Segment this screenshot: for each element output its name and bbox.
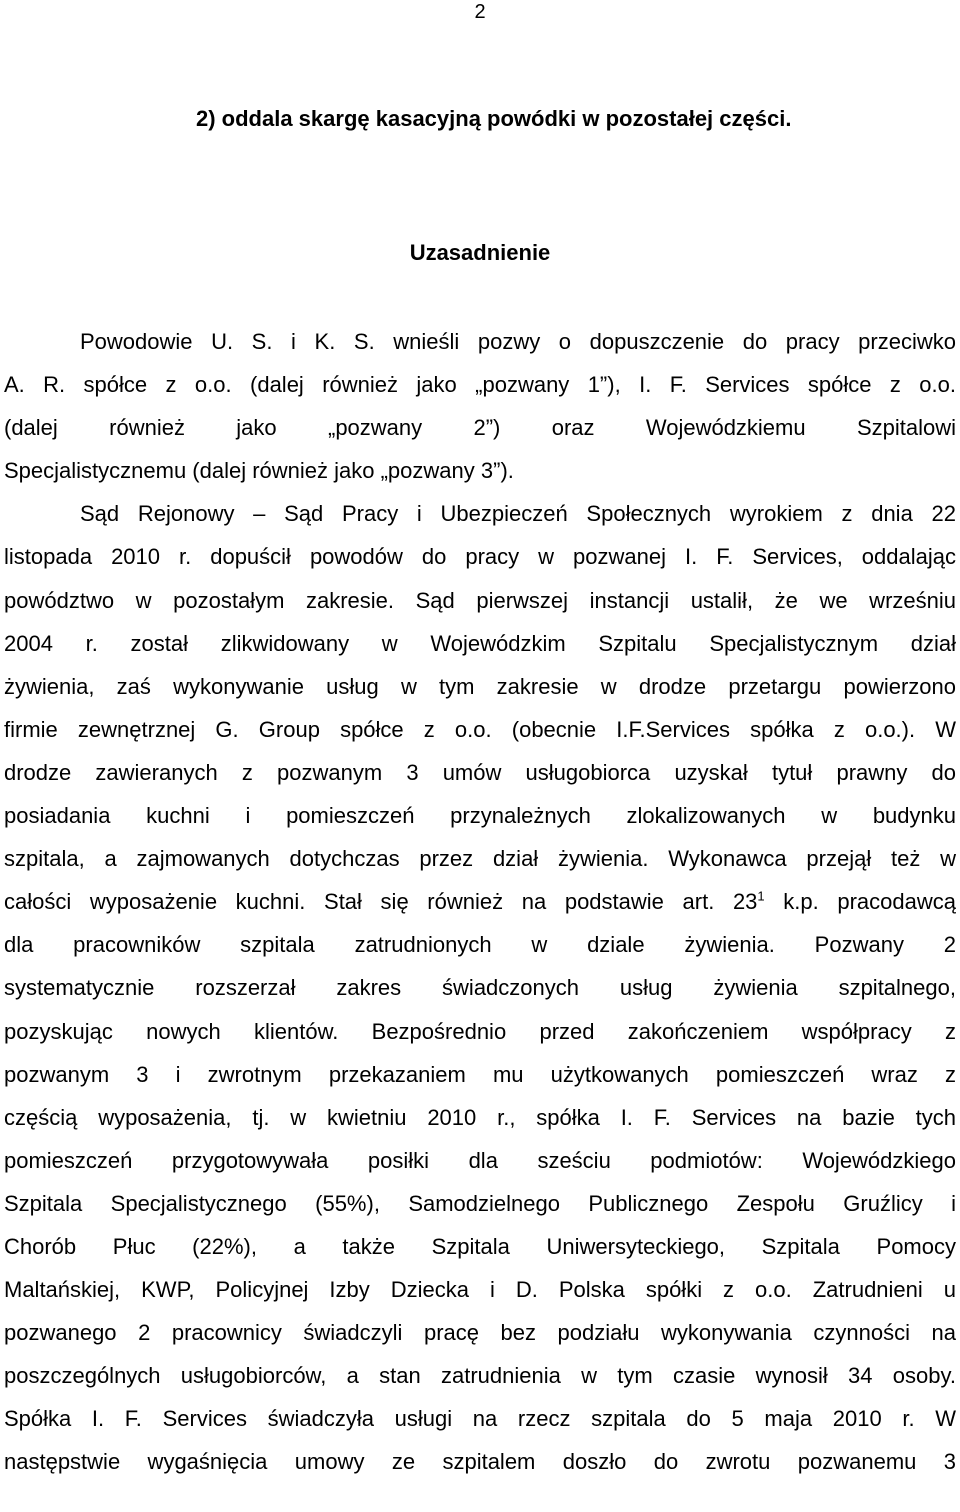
justification-text: [4, 320, 956, 1484]
text-line: Sąd Rejonowy – Sąd Pracy i Ubezpieczeń Społecznych wyrokiem z dnia 22: [80, 501, 956, 527]
text-line: firmie zewnętrznej G. Group spółce z o.o. (obecnie I.F.Services spółka z o.o.). W: [4, 716, 956, 742]
section-heading: Uzasadnienie: [409, 240, 551, 265]
text-line: pozwanego 2 pracownicy świadczyli pracę bez podziału wykonywania czynności na: [4, 1320, 956, 1346]
text-line: (dalej również jako „pozwany 2”) oraz Wojewódzkiemu Szpitalowi: [4, 415, 956, 441]
text-line: szpitala, a zajmowanych dotychczas przez dział żywienia. Wykonawca przejął też w: [4, 846, 956, 872]
text-line: żywienia, zaś wykonywanie usług w tym zakresie w drodze przetargu powierzono: [4, 673, 956, 699]
text-line: Maltańskiej, KWP, Policyjnej Izby Dziecka i D. Polska spółki z o.o. Zatrudnieni u: [4, 1277, 956, 1303]
text-line: częścią wyposażenia, tj. w kwietniu 2010 r., spółka I. F. Services na bazie tych: [4, 1104, 956, 1130]
text-line: dla pracowników szpitala zatrudnionych w dziale żywienia. Pozwany 2: [4, 932, 956, 958]
text-line: Szpitala Specjalistycznego (55%), Samodzielnego Publicznego Zespołu Gruźlicy i: [4, 1190, 956, 1216]
text-line: posiadania kuchni i pomieszczeń przynależnych zlokalizowanych w budynku: [4, 803, 956, 829]
text-line: listopada 2010 r. dopuścił powodów do pracy w pozwanej I. F. Services, oddalając: [4, 544, 956, 570]
text-line: poszczególnych usługobiorców, a stan zatrudnienia w tym czasie wynosił 34 osoby.: [4, 1363, 956, 1389]
text-line: pozwanym 3 i zwrotnym przekazaniem mu użytkowanych pomieszczeń wraz z: [4, 1061, 956, 1087]
text-line: pomieszczeń przygotowywała posiłki dla sześciu podmiotów: Wojewódzkiego: [4, 1147, 956, 1173]
text-line: A. R. spółce z o.o. (dalej również jako „pozwany 1”), I. F. Services spółce z o.o.: [4, 372, 956, 398]
text-line: Chorób Płuc (22%), a także Szpitala Uniwersyteckiego, Szpitala Pomocy: [4, 1233, 956, 1259]
text-line-with-superscript: [4, 880, 956, 923]
text-line: Powodowie U. S. i K. S. wnieśli pozwy o dopuszczenie do pracy przeciwko: [80, 329, 956, 354]
text-line: powództwo w pozostałym zakresie. Sąd pierwszej instancji ustalił, że we wrześniu: [4, 587, 956, 613]
decision-item: 2) oddala skargę kasacyjną powódki w pozostałej części.: [196, 106, 792, 131]
text-line: 2004 r. został zlikwidowany w Wojewódzkim Szpitalu Specjalistycznym dział: [4, 630, 956, 656]
text-fragment: całości wyposażenie kuchni. Stał się również na podstawie art. 23: [4, 889, 758, 915]
text-line: systematycznie rozszerzał zakres świadczonych usług żywienia szpitalnego,: [4, 975, 956, 1001]
text-fragment: k.p. pracodawcą: [764, 889, 956, 915]
text-line: następstwie wygaśnięcia umowy ze szpitalem doszło do zwrotu pozwanemu 3: [4, 1449, 956, 1475]
text-line: pozyskując nowych klientów. Bezpośrednio przed zakończeniem współpracy z: [4, 1018, 956, 1044]
superscript: 1: [757, 888, 765, 904]
text-line: Specjalistycznemu (dalej również jako „pozwany 3”).: [4, 458, 514, 484]
page-number: 2: [474, 1, 486, 23]
text-line: drodze zawieranych z pozwanym 3 umów usługobiorca uzyskał tytuł prawny do: [4, 759, 956, 785]
text-line: Spółka I. F. Services świadczyła usługi na rzecz szpitala do 5 maja 2010 r. W: [4, 1406, 956, 1432]
